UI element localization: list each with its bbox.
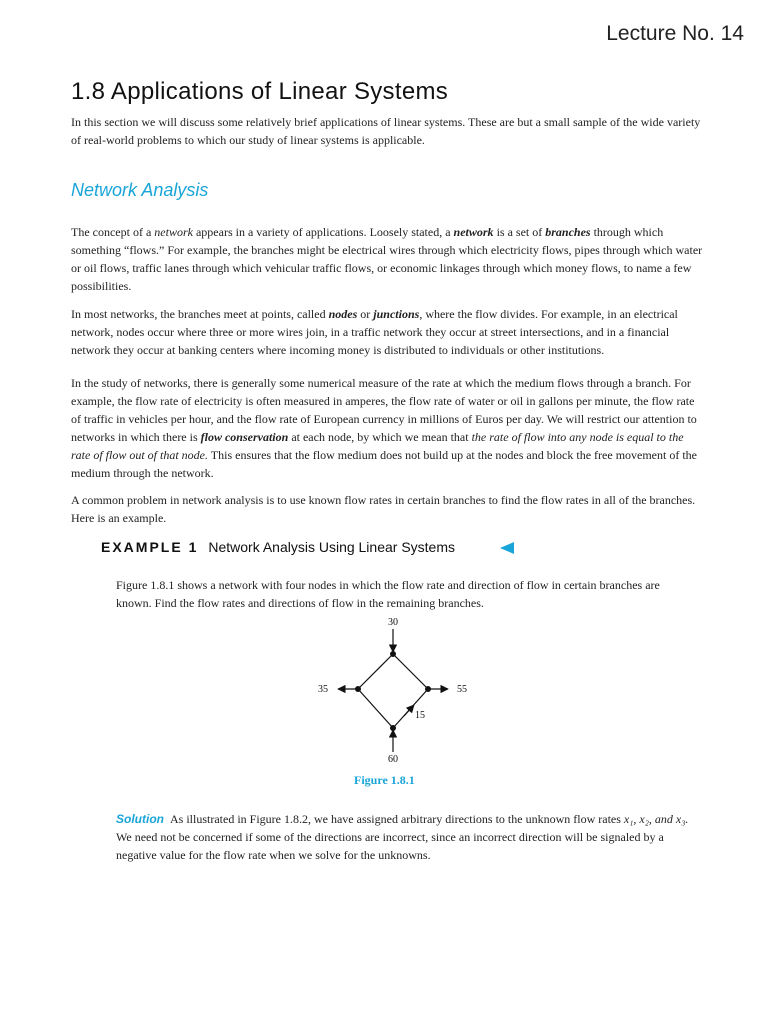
example-label: EXAMPLE 1 — [101, 539, 199, 555]
label-left-flow: 35 — [318, 684, 328, 695]
node-bottom — [390, 725, 396, 731]
example-problem: Figure 1.8.1 shows a network with four nodes in which the flow rate and direction of flow in certain branches are known. Find the flow rates and directions of flow in the remaining branches. — [116, 578, 660, 610]
page-title: 1.8 Applications of Linear Systems — [71, 78, 449, 105]
edge-top-right — [393, 654, 428, 689]
network-diagram — [300, 612, 490, 767]
edge-left-bottom — [358, 689, 393, 728]
paragraph-nodes: In most networks, the branches meet at points, called nodes or junctions, where the flow divides. For example, in an electrical network, nodes occur where three or more wires join, in a traffic network they occur at street intersections, and in a financial network they occur at banking centers where incoming money is distributed to individuals or other institutions. — [71, 307, 678, 357]
label-bottom-flow: 60 — [388, 754, 398, 765]
intro-paragraph: In this section we will discuss some relatively brief applications of linear systems. These are but a small sample of the wide variety of real-world problems to which our study of linear systems is applicable. — [71, 115, 701, 147]
paragraph-network: The concept of a network appears in a variety of applications. Loosely stated, a network is a set of branches through which something “flows.” For example, the branches might be electrical wires through which electricity flows, pipes through which water or oil flows, traffic lanes through which vehicular traffic flows, or economic linkages through which money flows, to name a few possibilities. — [71, 225, 703, 293]
node-right — [425, 686, 431, 692]
solution-paragraph: Solution As illustrated in Figure 1.8.2, we have assigned arbitrary directions to the unknown flow rates x₁, x₂, and x₃. We need not be concerned if some of the directions are incorrect, since an incorrect direction will be signaled by a negative value for the flow rate when we solve for the unknowns. — [116, 812, 689, 862]
edge-top-left — [358, 654, 393, 689]
label-right-flow: 55 — [457, 684, 467, 695]
example-heading — [101, 539, 455, 555]
triangle-marker-icon — [500, 542, 514, 554]
paragraph-flow-conservation: In the study of networks, there is generally some numerical measure of the rate at which the medium flows through a branch. For example, the flow rate of electricity is often measured in amperes, the flow rate of water or oil in gallons per minute, the flow rate of traffic in vehicles per hour, and the flow rate of European currency in millions of Euros per day. We will restrict our attention to networks in which there is flow conservation at each node, by which we mean that the rate of flow into any node is equal to the rate of flow out of that node. This ensures that the flow medium does not build up at the nodes and block the free movement of the medium through the network. — [71, 376, 697, 480]
node-left — [355, 686, 361, 692]
example-title: Network Analysis Using Linear Systems — [208, 539, 456, 555]
section-heading: Network Analysis — [71, 180, 209, 200]
label-inner-flow: 15 — [415, 710, 425, 721]
node-top — [390, 651, 396, 657]
lecture-number: Lecture No. 14 — [606, 22, 744, 45]
figure-caption: Figure 1.8.1 — [354, 773, 415, 787]
paragraph-common-problem: A common problem in network analysis is to use known flow rates in certain branches to find the flow rates in all of the branches. Here is an example. — [71, 493, 696, 525]
label-top-flow: 30 — [388, 617, 398, 628]
edge-flow-marker — [404, 705, 414, 716]
solution-label: Solution — [116, 812, 164, 826]
